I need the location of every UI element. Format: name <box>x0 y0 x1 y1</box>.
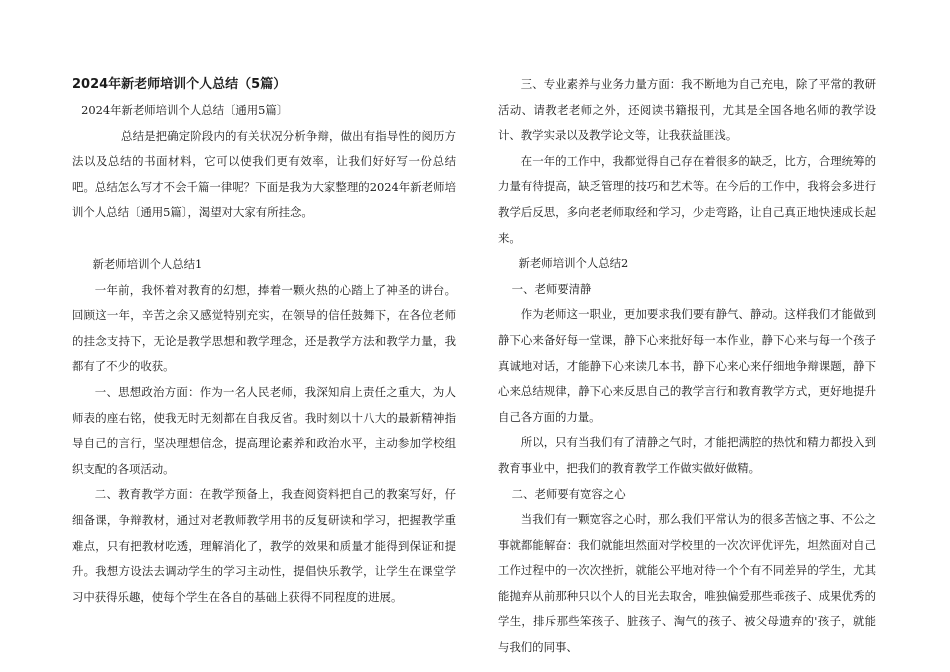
right-column <box>498 72 876 661</box>
section1-paragraph-5: 在一年的工作中，我都觉得自己存在着很多的缺乏，比方，合理统筹的力量有待提高，缺乏管理的技巧和艺术等。在今后的工作中，我将会多进行教学后反思，多向老老师取经和学习，少走弯路，让自己真正地快速成长起来。 <box>498 153 876 245</box>
intro-paragraph: 总结是把确定阶段内的有关状况分析争辩，做出有指导性的阅历方法以及总结的书面材料，它可以使我们更有效率，让我们好好写一份总结吧。总结怎么写才不会千篇一律呢？下面是我为大家整理的2024年新老师培训个人总结〔通用5篇〕，渴望对大家有所挂念。 <box>72 128 456 220</box>
section1-paragraph-4: 三、专业素养与业务力量方面：我不断地为自己充电，除了平常的教研活动、请教老老师之外，还阅读书籍报刊，尤其是全国各地名师的教学设计、教学实录以及教学论文等，让我获益匪浅。 <box>498 77 876 143</box>
spacer <box>72 226 456 252</box>
document-subtitle: 2024年新老师培训个人总结〔通用5篇〕 <box>81 103 289 117</box>
section1-paragraph-2: 一、思想政治方面：作为一名人民老师，我深知肩上责任之重大，为人师表的座右铭，使我无时无刻都在自我反省。我时刻以十八大的最新精神指导自己的言行，坚决理想信念，提高理论素养和政治水平，主动参加学校组织支配的各项活动。 <box>72 384 456 476</box>
left-column <box>72 72 456 610</box>
section1-paragraph-3: 二、教育教学方面：在教学预备上，我查阅资料把自己的教案写好，仔细备课，争辩教材，通过对老教师教学用书的反复研读和学习，把握教学重难点，只有把教材吃透，理解消化了，教学的效果和质量才能得到保证和提升。我想方设法去调动学生的学习主动性，提倡快乐教学，让学生在课堂学习中获得乐趣，使每个学生在各自的基础上获得不同程度的进展。 <box>72 487 456 604</box>
section2-paragraph-1: 作为老师这一职业，更加要求我们要有静气、静动。这样我们才能做到静下心来备好每一堂课，静下心来批好每一本作业，静下心来与每一个孩子真诚地对话，才能静下心来读几本书，静下心来心来仔细地争辩课题，静下心来总结规律，静下心来反思自己的教学言行和教育教学方式，更好地提升自己各方面的力量。 <box>498 307 876 424</box>
section2-paragraph-2: 所以，只有当我们有了清静之气时，才能把满腔的热忱和精力都投入到教育事业中，把我们的教育教学工作做实做好做精。 <box>498 435 876 475</box>
section2-heading: 新老师培训个人总结2 <box>518 256 629 271</box>
section2-subheading-2: 二、老师要有宽容之心 <box>511 486 626 501</box>
document-title: 2024年新老师培训个人总结（5篇） <box>72 77 287 92</box>
section1-heading: 新老师培训个人总结1 <box>92 256 203 271</box>
section2-paragraph-3: 当我们有一颗宽容之心时，那么我们平常认为的很多苦恼之事、不公之事就都能解奋：我们就能坦然面对学校里的一次次评优评先，坦然面对自己工作过程中的一次次挫折，就能公平地对待一个个有不同差异的学生，尤其能抛弃从前那种只以个人的目光去取舍，唯独偏爱那些乖孩子、成果优秀的学生，排斥那些笨孩子、脏孩子、淘气的孩子、被父母遗弃的'孩子，就能与我们的同事、 <box>498 512 876 655</box>
section2-subheading-1: 一、老师要清静 <box>511 281 592 296</box>
section1-paragraph-1: 一年前，我怀着对教育的幻想，捧着一颗火热的心踏上了神圣的讲台。回顾这一年，辛苦之余又感觉特别充实，在领导的信任鼓舞下，在各位老师的挂念支持下，无论是教学思想和教学理念，还是教学方法和教学力量，我都有了不少的收获。 <box>72 282 456 374</box>
